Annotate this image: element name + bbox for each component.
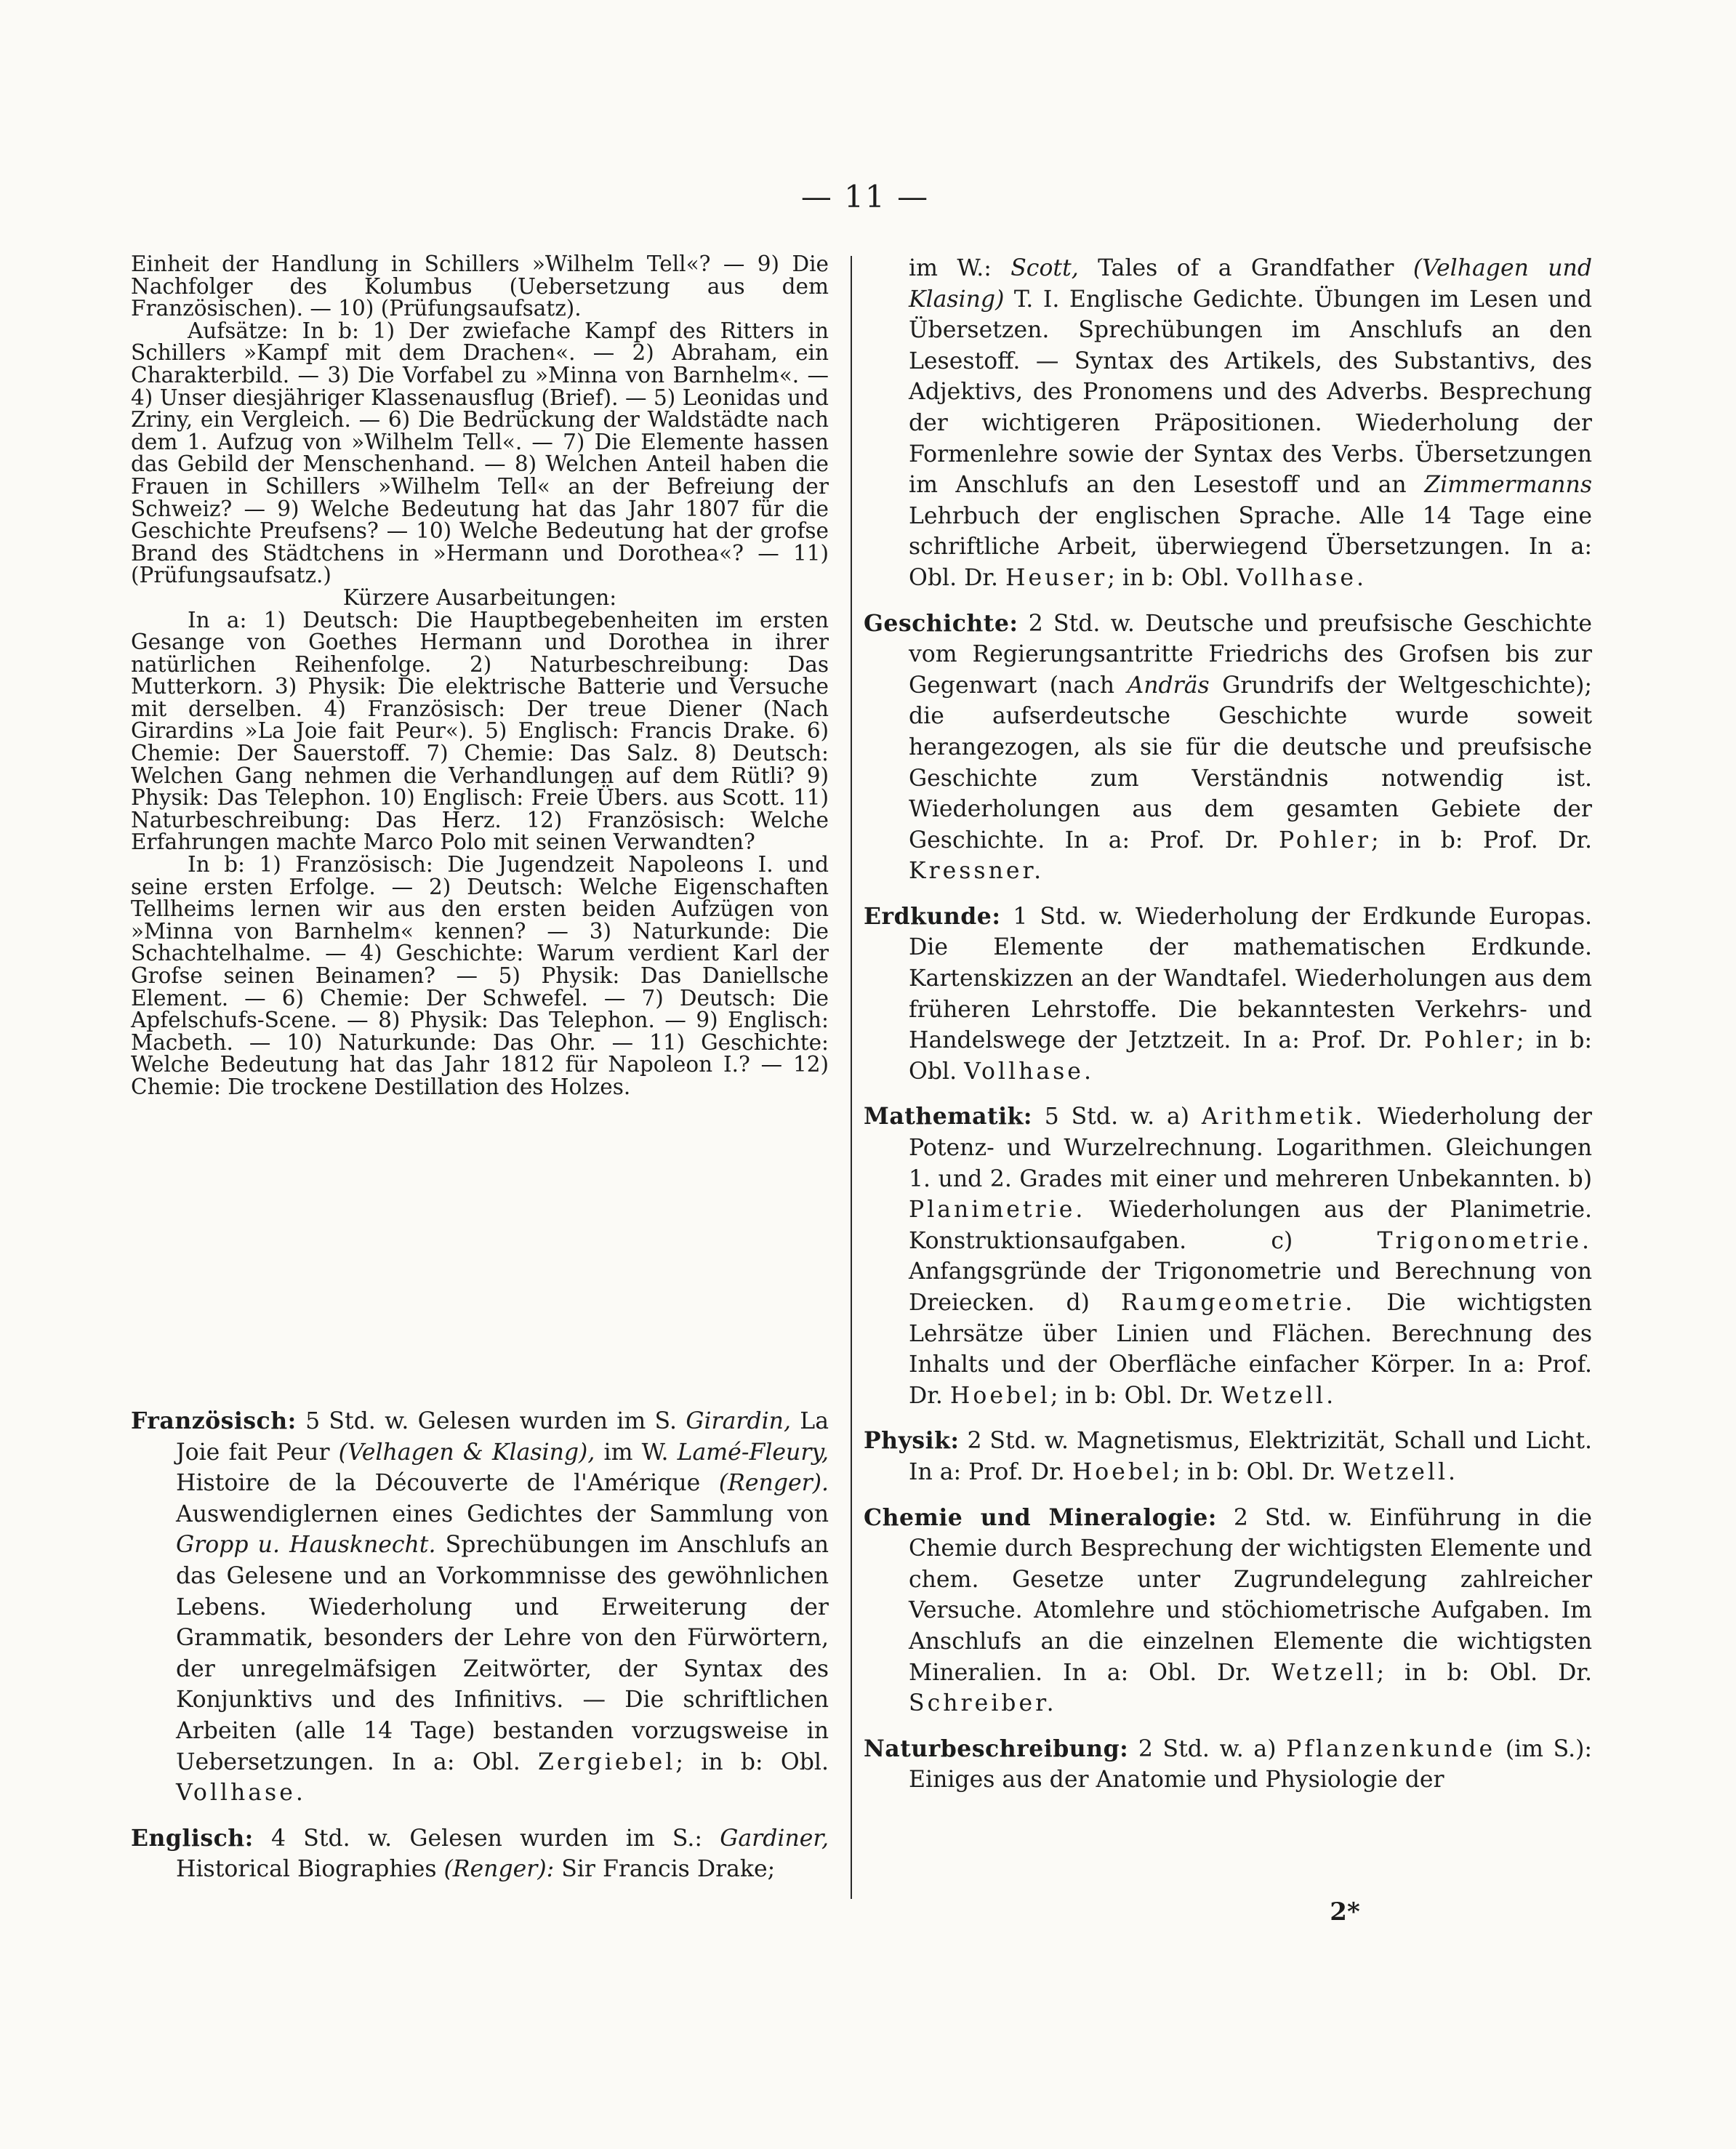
body-text: Grundrifs der Weltgeschichte); die aufserdeutsche Geschichte wurde soweit herangezogen, als sie für die deutsche und preufsische Geschichte zum Verständnis notwendig ist. Wiederholungen aus dem gesamten Gebiete der Geschichte. In a: Prof. Dr.	[909, 672, 1593, 853]
subtopic-name: Pflanzenkunde	[1286, 1735, 1496, 1762]
section-erdkunde	[864, 901, 1592, 1088]
body-text: T. I. Englische Gedichte. Übungen im Lesen und Übersetzen. Sprechübungen im Anschlufs an den Lesestoff. — Syntax des Artikels, des Substantivs, des Adjektivs, des Pronomens und des Adverbs. Besprechung der wichtigeren Präpositionen. Wiederholung der Formenlehre sowie der Syntax des Verbs. Übersetzungen im Anschlufs an den Lesestoff und an	[909, 286, 1592, 499]
signature-mark: 2*	[1330, 1897, 1360, 1927]
body-text: 2 Std. w. Magnetismus, Elektrizität, Schall und Licht. In a: Prof. Dr.	[909, 1428, 1592, 1485]
body-text: Lehrbuch der englischen Sprache. Alle 14 Tage eine schriftliche Arbeit, überwiegend Übersetzungen. In a: Obl. Dr.	[909, 502, 1592, 591]
teacher-name: Heuser	[1005, 564, 1108, 591]
teacher-name: Vollhase.	[1237, 564, 1367, 591]
body-text: Historical Biographies	[176, 1856, 444, 1883]
body-text: Wiederholungen aus der Planimetrie. Konstruktionsaufgaben. c)	[909, 1197, 1592, 1254]
teacher-name: Hoebel	[1072, 1458, 1173, 1485]
body-text: 2 Std. w. a)	[1128, 1735, 1287, 1762]
section-naturbeschreibung	[864, 1734, 1592, 1796]
author-name: Gardiner,	[720, 1825, 829, 1852]
body-text: 5 Std. w. a)	[1032, 1104, 1202, 1130]
teacher-name: Wetzell.	[1221, 1382, 1337, 1409]
section-heading: Französisch:	[131, 1407, 297, 1434]
section-chemie	[864, 1503, 1592, 1719]
publisher-name: (Renger).	[718, 1470, 829, 1497]
column-divider	[851, 256, 852, 1899]
author-name: Lamé-Fleury,	[677, 1439, 829, 1466]
teacher-name: Kressner.	[909, 858, 1045, 885]
author-name: Scott,	[1010, 255, 1079, 281]
body-text: ; in b: Obl.	[675, 1748, 829, 1775]
subtopic-name: Planimetrie.	[909, 1197, 1086, 1224]
teacher-name: Schreiber.	[909, 1690, 1057, 1717]
teacher-name: Wetzell.	[1343, 1458, 1459, 1485]
body-text: La Joie fait Peur	[176, 1408, 829, 1466]
section-mathematik	[864, 1101, 1592, 1411]
body-text: Histoire de la Découverte de l'Amérique	[176, 1470, 719, 1497]
section-englisch	[131, 1823, 829, 1885]
section-heading: Mathematik:	[864, 1103, 1032, 1130]
body-text: ; in b: Obl. Dr.	[1172, 1458, 1343, 1485]
body-text: ; in b: Obl.	[1107, 564, 1237, 591]
body-text: Anfangsgründe der Trigonometrie und Berechnung von Dreiecken. d)	[909, 1258, 1592, 1316]
author-name: Girardin,	[686, 1408, 791, 1434]
teacher-name: Vollhase.	[176, 1780, 306, 1807]
body-text: 4 Std. w. Gelesen wurden im S.:	[253, 1825, 720, 1852]
body-text: 5 Std. w. Gelesen wurden im S.	[296, 1408, 686, 1434]
body-text: 2 Std. w. Deutsche und preufsische Geschichte vom Regierungsantritte Friedrichs des Grofsen bis zur Gegenwart (nach	[909, 610, 1592, 699]
body-text: ; in b: Prof. Dr.	[1370, 827, 1592, 853]
author-name: Gropp u. Hausknecht.	[176, 1532, 436, 1559]
body-text: 2 Std. w. Einführung in die Chemie durch Besprechung der wichtigsten Elemente und chem. Gesetze unter Zugrundelegung zahlreicher Versuche. Atomlehre und stöchiometrische Aufgaben. Im Anschlufs an die einzelnen Elemente die wichtigsten Mineralien. In a: Obl. Dr.	[909, 1504, 1592, 1686]
teacher-name: Vollhase.	[964, 1058, 1094, 1085]
teacher-name: Zergiebel	[538, 1748, 676, 1775]
teacher-name: Hoebel	[949, 1382, 1050, 1409]
body-text: Auswendiglernen eines Gedichtes der Sammlung von	[176, 1501, 829, 1527]
body-text: ; in b: Obl. Dr.	[1050, 1382, 1221, 1409]
paragraph-in-b: In b: 1) Französisch: Die Jugendzeit Napoleons I. und seine ersten Erfolge. — 2) Deutsch: Welche Eigenschaften Tellheims lernen wir aus den ersten beiden Aufzügen von »Minna von Barnhelm« kennen? — 3) Naturkunde: Die Schachtelhalme. — 4) Geschichte: Warum verdient Karl der Grofse seinen Beinamen? — 5) Physik: Das Daniellsche Element. — 6) Chemie: Der Schwefel. — 7) Deutsch: Die Apfelschufs-Scene. — 8) Physik: Das Telephon. — 9) Englisch: Macbeth. — 10) Naturkunde: Das Ohr. — 11) Geschichte: Welche Bedeutung hat das Jahr 1812 für Napoleon I.? — 12) Chemie: Die trockene Destillation des Holzes.	[131, 852, 829, 1099]
subtopic-name: Trigonometrie.	[1377, 1227, 1592, 1254]
publisher-name: (Velhagen und Klasing)	[909, 255, 1592, 313]
section-physik	[864, 1426, 1592, 1487]
left-column	[131, 253, 829, 1098]
author-name: Andräs	[1127, 672, 1210, 699]
section-heading: Chemie und Mineralogie:	[864, 1503, 1217, 1531]
publisher-name: (Velhagen & Klasing),	[338, 1439, 595, 1466]
publisher-name: (Renger):	[443, 1856, 555, 1883]
paragraph-aufsaetze: Aufsätze: In b: 1) Der zwiefache Kampf des Ritters in Schillers »Kampf mit dem Drachen«. — 2) Abraham, ein Charakterbild. — 3) Die Vorfabel zu »Minna von Barnhelm«. — 4) Unser diesjähriger Klassenausflug (Brief). — 5) Leonidas und Zriny, ein Vergleich. — 6) Die Bedrückung der Waldstädte nach dem 1. Aufzug von »Wilhelm Tell«. — 7) Die Elemente hassen das Gebild der Menschenhand. — 8) Welchen Anteil haben die Frauen in Schillers »Wilhelm Tell« an der Befreiung der Schweiz? — 9) Welche Bedeutung hat das Jahr 1807 für die Geschichte Preufsens? — 10) Welche Bedeutung hat der grofse Brand des Städtchens in »Hermann und Dorothea«? — 11) (Prüfungsaufsatz.)	[131, 318, 829, 588]
section-heading: Geschichte:	[864, 609, 1018, 637]
paragraph-deutsch-themes-end: Einheit der Handlung in Schillers »Wilhelm Tell«? — 9) Die Nachfolger des Kolumbus (Uebersetzung aus dem Französischen). — 10) (Prüfungsaufsatz).	[131, 252, 829, 321]
section-heading: Englisch:	[131, 1824, 254, 1852]
section-heading: Erdkunde:	[864, 902, 1001, 930]
right-column	[864, 253, 1592, 1796]
author-name: Zimmermanns	[1424, 472, 1592, 499]
section-heading: Physik:	[864, 1427, 960, 1455]
body-text: ; in b: Obl. Dr.	[1376, 1659, 1592, 1686]
teacher-name: Pohler	[1423, 1027, 1516, 1054]
body-text: Sir Francis Drake;	[554, 1856, 776, 1883]
body-text: im W.	[595, 1439, 678, 1466]
section-englisch-continued	[864, 253, 1592, 594]
subheading-kuerzere-ausarbeitungen: Kürzere Ausarbeitungen:	[342, 585, 617, 610]
body-text: im W.:	[909, 255, 1011, 281]
body-text: Wiederholung der Potenz- und Wurzelrechnung. Logarithmen. Gleichungen 1. und 2. Grades mit einer und mehreren Unbekannten. b)	[909, 1104, 1592, 1192]
section-franzoesisch	[131, 1406, 829, 1809]
body-text: 1 Std. w. Wiederholung der Erdkunde Europas. Die Elemente der mathematischen Erdkunde. Kartenskizzen an der Wandtafel. Wiederholungen aus dem früheren Lehrstoffe. Die bekanntesten Verkehrs- und Handelswege der Jetztzeit. In a: Prof. Dr.	[909, 903, 1592, 1054]
paragraph-in-a: In a: 1) Deutsch: Die Hauptbegebenheiten im ersten Gesange von Goethes Hermann und Dorothea in ihrer natürlichen Reihenfolge. 2) Naturbeschreibung: Das Mutterkorn. 3) Physik: Die elektrische Batterie und Versuche mit derselben. 4) Französisch: Der treue Diener (Nach Girardins »La Joie fait Peur«). 5) Englisch: Francis Drake. 6) Chemie: Der Sauerstoff. 7) Chemie: Das Salz. 8) Deutsch: Welchen Gang nehmen die Verhandlungen auf dem Rütli? 9) Physik: Das Telephon. 10) Englisch: Freie Übers. aus Scott. 11) Naturbeschreibung: Das Herz. 12) Französisch: Welche Erfahrungen machte Marco Polo mit seinen Verwandten?	[131, 607, 829, 855]
teacher-name: Pohler	[1279, 827, 1371, 853]
body-text: Sprechübungen im Anschlufs an das Gelesene und an Vorkommnisse des gewöhnlichen Lebens. Wiederholung und Erweiterung der Grammatik, besonders der Lehre von den Fürwörtern, der unregelmäfsigen Zeitwörter, der Syntax des Konjunktivs und des Infinitivs. — Die schriftlichen Arbeiten (alle 14 Tage) bestanden vorzugsweise in Uebersetzungen. In a: Obl.	[176, 1532, 829, 1775]
teacher-name: Wetzell	[1271, 1659, 1377, 1686]
section-heading: Naturbeschreibung:	[864, 1735, 1129, 1762]
body-text: ; in b: Obl.	[909, 1027, 1592, 1085]
body-text: Tales of a Grandfather	[1078, 255, 1413, 281]
body-text: (im S.): Einiges aus der Anatomie und Physiologie der	[909, 1735, 1592, 1793]
subtopic-name: Raumgeometrie.	[1121, 1290, 1356, 1316]
left-column-lower	[131, 1406, 829, 1885]
body-text: Die wichtigsten Lehrsätze über Linien und Flächen. Berechnung des Inhalts und der Oberfläche einfacher Körper. In a: Prof. Dr.	[909, 1290, 1592, 1409]
subtopic-name: Arithmetik.	[1201, 1104, 1366, 1130]
section-geschichte	[864, 608, 1592, 887]
page-number: — 11 —	[800, 179, 930, 214]
